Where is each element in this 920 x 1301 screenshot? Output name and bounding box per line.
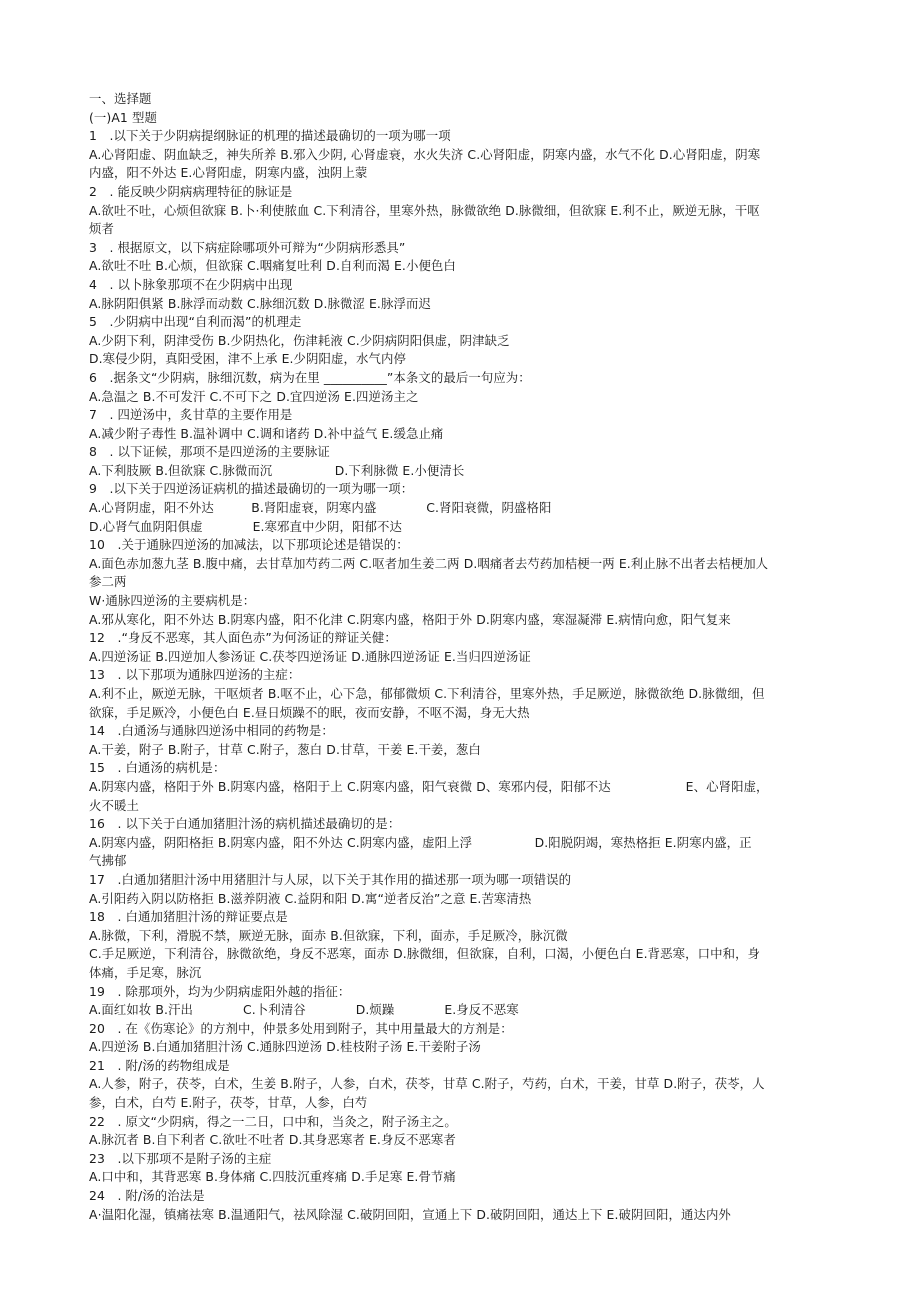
text-line: 10 .关于通脉四逆汤的加减法，以下那项论述是错误的：: [89, 537, 409, 553]
text-line: 1 .以下关于少阴病提纲脉证的机理的描述最确切的一项为哪一项: [89, 128, 451, 144]
text-line: A.欲吐不吐，心烦但欲寐 B.卜·利使脓血 C.下利清谷，里寒外热，脉微欲绝 D.脉微细，但欲寐 E.利不止，厥逆无脉，干呕: [89, 202, 760, 218]
text-line: 14 .白通汤与通脉四逆汤中相同的药物是：: [89, 723, 334, 739]
text-line: C.手足厥逆，下利清谷，脉微欲绝，身反不恶寒，面赤 D.脉微细，但欲寐，自利，口渴，小便色白 E.背恶寒，口中和，身: [89, 946, 761, 962]
text-line: A.心肾阳虚、阴血缺乏，神失所养 B.邪入少阴, 心肾虚衰，水火失济 C.心肾阳虚，阴寒内盛，水气不化 D.心肾阳虚，阴寒: [89, 146, 761, 162]
text-line: A.脉阴阳俱紧 B.脉浮而动数 C.脉细沉数 D.脉微涩 E.脉浮而迟: [89, 295, 431, 311]
text-line: A.少阴下利，阴津受伤 B.少阴热化，伤津耗液 C.少阴病阴阳俱虚，阴津缺乏: [89, 332, 510, 348]
text-line: 15 . 白通汤的病机是：: [89, 760, 226, 776]
text-line: 欲寐，手足厥冷，小便色白 E.昼日烦躁不的眠，夜而安静，不呕不渴，身无大热: [89, 704, 530, 720]
text-line: 18 . 白通加猪胆汁汤的辩证要点是: [89, 909, 288, 925]
text-line: 12 .“身反不恶寒，其人面色赤”为何汤证的辩证关健：: [89, 630, 397, 646]
section-heading: 一、选择题: [89, 91, 152, 106]
text-line: 气拂郁: [89, 853, 127, 869]
text-line: 烦者: [89, 221, 114, 237]
text-line: 20 . 在《伤寒论》的方剂中，仲景多处用到附子，其中用量最大的方剂是：: [89, 1020, 513, 1036]
text-line: A.面色赤加葱九茎 B.腹中痛，去甘草加芍药二两 C.呕者加生姜二两 D.咽痛者去芍药加桔梗一两 E.利止脉不出者去桔梗加人: [89, 555, 769, 571]
text-line: 9 .以下关于四逆汤证病机的描述最确切的一项为哪一项：: [89, 481, 414, 497]
text-line: A·温阳化湿，镇痛祛寒 B.温通阳气，祛风除湿 C.破阴回阳，宣通上下 D.破阴回阳，通达上下 E.破阴回阳，通达内外: [89, 1206, 731, 1222]
text-line: A.邪从寒化，阳不外达 B.阴寒内盛，阳不化津 C.阴寒内盛，格阳于外 D.阴寒内盛，寒湿凝滞 E.病情向愈，阳气复来: [89, 611, 731, 627]
text-line: W·通脉四逆汤的主要病机是：: [89, 593, 256, 609]
text-line: 3 . 根据原文，以下病症除哪项外可辩为“少阴病形悉具”: [89, 239, 406, 255]
text-line: D.心肾气血阴阳俱虚 E.寒邪直中少阴，阳郁不达: [89, 518, 402, 534]
text-line: D.寒侵少阴，真阳受困，津不上承 E.少阴阳虚，水气内停: [89, 351, 406, 367]
text-line: 2 . 能反映少阴病病理特征的脉证是: [89, 183, 293, 199]
text-line: 内盛，阳不外达 E.心肾阳虚，阴寒内盛，浊阴上蒙: [89, 165, 368, 181]
text-line: A.阴寒内盛，阴阳格拒 B.阴寒内盛，阳不外达 C.阴寒内盛，虚阳上浮 D.阳脱阴竭，寒热格拒 E.阴寒内盛，正: [89, 834, 752, 850]
question-lines: [89, 127, 833, 1224]
text-line: 4 . 以卜脉象那项不在少阴病中出现: [89, 276, 293, 292]
text-line: 体痛，手足寒，脉沉: [89, 964, 202, 980]
section-subheading: (一)A1 型题: [89, 109, 157, 125]
text-line: 16 . 以下关于白通加猪胆汁汤的病机描述最确切的是：: [89, 816, 401, 832]
text-line: A.急温之 B.不可发汗 C.不可下之 D.宜四逆汤 E.四逆汤主之: [89, 388, 419, 404]
text-line: 参二两: [89, 574, 127, 590]
text-line: A.脉沉者 B.自下利者 C.欲吐不吐者 D.其身恶寒者 E.身反不恶寒者: [89, 1132, 456, 1148]
text-line: A.利不止，厥逆无脉，干呕烦者 B.呕不止，心下急，郁郁微烦 C.下利清谷，里寒外热，手足厥逆，脉微欲绝 D.脉微细，但: [89, 686, 765, 701]
text-line: 24 . 附/汤的治法是: [89, 1188, 205, 1204]
text-line: 火不暖土: [89, 797, 139, 813]
text-line: A.减少附子毒性 B.温补调中 C.调和诸药 D.补中益气 E.缓急止痛: [89, 425, 444, 441]
text-line: 21 . 附/汤的药物组成是: [89, 1057, 230, 1073]
text-line: A.干姜，附子 B.附子，甘草 C.附子，葱白 D.甘草，干姜 E.干姜，葱白: [89, 741, 481, 757]
text-line: 17 .白通加猪胆汁汤中用猪胆汁与人尿，以下关于其作用的描述那一项为哪一项错误的: [89, 871, 572, 887]
text-line: A.四逆汤证 B.四逆加人参汤证 C.茯苓四逆汤证 D.通脉四逆汤证 E.当归四逆汤证: [89, 648, 531, 664]
question-text-body: [89, 90, 833, 1224]
text-line: 7 . 四逆汤中，炙甘草的主要作用是: [89, 407, 293, 423]
text-line: 6 .据条文“少阴病，脉细沉数，病为在里 __________”本条文的最后一句应为：: [89, 369, 531, 385]
text-line: A.下利肢厥 B.但欲寐 C.脉微而沉 D.下利脉微 E.小便清长: [89, 462, 465, 478]
text-line: 5 .少阴病中出现“自利而渴”的机理走: [89, 314, 302, 330]
text-line: 19 . 除那项外，均为少阴病虚阳外越的指征：: [89, 983, 351, 999]
text-line: A.面红如妆 B.汗出 C.卜利清谷 D.烦躁 E.身反不恶寒: [89, 1002, 519, 1018]
text-line: 22 . 原文“少阴病，得之一二日，口中和，当灸之，附子汤主之。: [89, 1113, 457, 1129]
text-line: A.引阳药入阴以防格拒 B.滋养阴液 C.益阴和阳 D.寓“逆者反治”之意 E.苦寒清热: [89, 890, 532, 906]
text-line: A.欲吐不吐 B.心烦，但欲寐 C.咽痛复吐利 D.自利而渴 E.小便色白: [89, 258, 456, 274]
text-line: 23 .以下那项不是附子汤的主症: [89, 1150, 272, 1166]
text-line: A.人参，附子，茯苓，白术，生姜 B.附子，人参，白术，茯苓，甘草 C.附子，芍药，白术，干姜，甘草 D.附子，茯苓，人: [89, 1076, 765, 1092]
text-line: A.阴寒内盛，格阳于外 B.阴寒内盛，格阳于上 C.阴寒内盛，阳气衰微 D、寒邪内侵，阳郁不达 E、心肾阳虚，: [89, 778, 769, 794]
text-line: 参，白术，白芍 E.附子，茯苓，甘草，人参，白芍: [89, 1095, 368, 1111]
text-line: 13 . 以下那项为通脉四逆汤的主症：: [89, 667, 301, 683]
text-line: A.脉微，下利，滑脱不禁，厥逆无脉，面赤 B.但欲寐，下利，面赤，手足厥冷，脉沉微: [89, 927, 568, 943]
text-line: A.四逆汤 B.白通加猪胆汁汤 C.通脉四逆汤 D.桂枝附子汤 E.干姜附子汤: [89, 1039, 481, 1055]
text-line: A.心肾阴虚，阳不外达 B.肾阳虚衰，阴寒内盛 C.肾阳衰微，阴盛格阳: [89, 500, 552, 516]
text-line: A.口中和，其背恶寒 B.身体痛 C.四肢沉重疼痛 D.手足寒 E.骨节痛: [89, 1169, 456, 1185]
text-line: 8 . 以下证候，那项不是四逆汤的主要脉证: [89, 444, 330, 460]
